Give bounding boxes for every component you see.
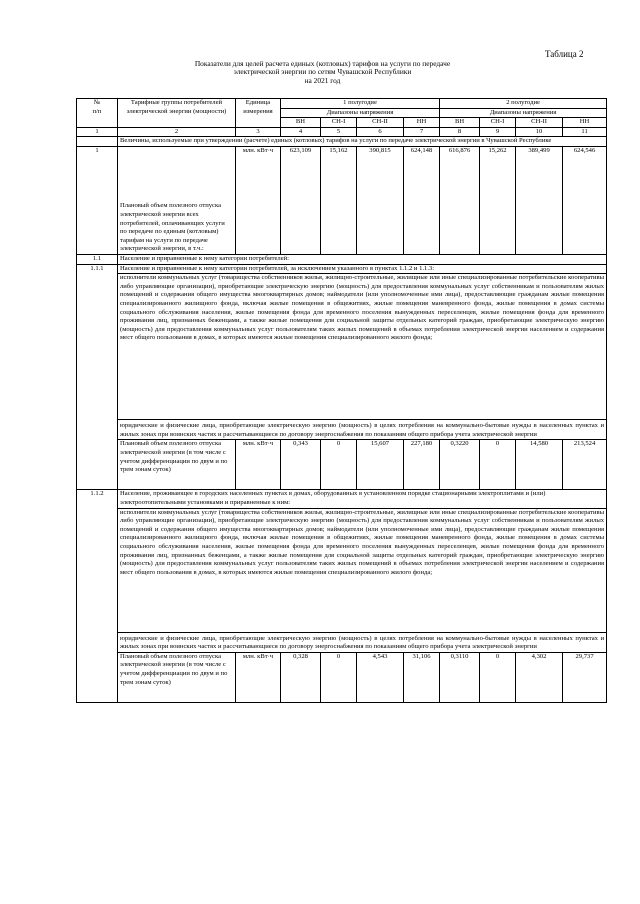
header-num-sign: № <box>93 99 101 106</box>
value-cell: 227,180 <box>404 440 440 490</box>
tariff-table <box>76 98 607 703</box>
header-level-nn-1: НН <box>404 118 440 128</box>
col-number: 2 <box>118 127 236 137</box>
col-number: 6 <box>357 127 404 137</box>
volume-row <box>77 652 607 702</box>
paragraph-text: юридические и физические лица, приобретающие электрическую энергию (мощность) в целях потребления на коммунально-бытовые нужды в населенных пунктах и жилых зонах при воинских частях и рассчитывающиеся по договору энергоснабжения по показаниям общего прибора учета электрической энергии <box>118 632 607 652</box>
row-number: 1 <box>77 146 118 254</box>
row-text: Население, проживающее в городских населенных пунктах в домах, оборудованных в установленном порядке стационарными электроплитами и (или) электроотопительными установками и приравненные к ним: <box>118 490 607 508</box>
header-level-vn-2: ВН <box>440 118 480 128</box>
value-cell: 15,162 <box>321 146 357 254</box>
column-number-row <box>77 127 607 137</box>
row-name: Плановый объем полезного отпуска электрической энергии (в том числе с учетом дифференциации по двум и по трем зонам суток) <box>118 440 236 490</box>
col-number: 5 <box>321 127 357 137</box>
row-unit: млн. кВт·ч <box>236 146 281 254</box>
value-cell: 623,109 <box>281 146 321 254</box>
value-cell: 0,343 <box>281 440 321 490</box>
value-cell: 213,524 <box>563 440 607 490</box>
col-number: 9 <box>480 127 516 137</box>
row-number: 1.1.1 <box>77 264 118 490</box>
col-number: 10 <box>516 127 563 137</box>
value-cell: 0 <box>480 440 516 490</box>
value-cell: 15,607 <box>357 440 404 490</box>
col-number: 11 <box>563 127 607 137</box>
value-cell: 14,580 <box>516 440 563 490</box>
header-ranges-1: Диапазоны напряжения <box>281 108 440 118</box>
header-num-cell <box>77 99 118 128</box>
table-row-1-1 <box>77 254 607 264</box>
value-cell: 31,106 <box>404 652 440 702</box>
row-text: Население и приравненные к нему категории потребителей: <box>118 254 607 264</box>
heading-line-1: Показатели для целей расчета единых (котловых) тарифов на услуги по передаче <box>194 59 451 68</box>
header-level-sn1-2: СН-I <box>480 118 516 128</box>
document-heading <box>150 60 495 85</box>
header-level-sn1-1: СН-I <box>321 118 357 128</box>
value-cell: 0,328 <box>281 652 321 702</box>
table-row-1-1-2 <box>77 490 607 508</box>
value-cell: 0 <box>321 440 357 490</box>
paragraph-text: исполнители коммунальных услуг (товарищества собственников жилья, жилищно-строительные, жилищные или иные специализированные потребительские кооперативы либо управляющие организации), приобретающие электрическую энергию (мощность) для предоставления коммунальных услуг собственникам и пользователям жилых помещений и содержания общего имущества многоквартирных домов; наймодатели (или уполномоченные ими лица), предоставляющие гражданам жилые помещения специализированного жилищного фонда, включая жилые помещения в общежитиях, жилые помещения маневренного фонда, жилые помещения в домах системы социального обслуживания населения, жилые помещения фонда для временного поселения вынужденных переселенцев, жилые помещения фонда для временного проживания лиц, признанных беженцами, а также жилые помещения для социальной защиты отдельных категорий граждан, приобретающие электрическую энергию (мощность) для предоставления коммунальных услуг пользователям таких жилых помещений в объемах потребления электрической энергии населением и содержания мест общего пользования в домах, в которых имеются жилые помещения специализированного жилого фонда; <box>118 274 607 420</box>
value-cell: 29,737 <box>563 652 607 702</box>
volume-row <box>77 440 607 490</box>
header-row-1 <box>77 99 607 109</box>
header-ranges-2: Диапазоны напряжения <box>440 108 607 118</box>
row-unit: млн. кВт·ч <box>236 652 281 702</box>
paragraph-text: юридические и физические лица, приобретающие электрическую энергию (мощность) в целях потребления на коммунально-бытовые нужды в населенных пунктах и жилых зонах при воинских частях и рассчитывающиеся по договору энергоснабжения по показаниям общего прибора учета электрической энергии <box>118 420 607 440</box>
col-number: 7 <box>404 127 440 137</box>
header-unit: Единица измерения <box>236 99 281 128</box>
value-cell: 390,815 <box>357 146 404 254</box>
value-cell: 389,499 <box>516 146 563 254</box>
col-number: 1 <box>77 127 118 137</box>
header-num-label: п/п <box>92 107 102 115</box>
row-name: Плановый объем полезного отпуска электрической энергии всех потребителей, оплачивающих услуги по передаче по единым (котловым) тарифам на услуги по передаче электрической энергии, в т.ч.: <box>118 146 236 254</box>
section-title-row <box>77 137 607 147</box>
value-cell: 0 <box>480 652 516 702</box>
row-number: 1.1 <box>77 254 118 264</box>
header-level-vn-1: ВН <box>281 118 321 128</box>
value-cell: 0,3110 <box>440 652 480 702</box>
value-cell: 4,543 <box>357 652 404 702</box>
value-cell: 624,148 <box>404 146 440 254</box>
value-cell: 15,262 <box>480 146 516 254</box>
col-number: 3 <box>236 127 281 137</box>
row-text: Население и приравненные к нему категории потребителей, за исключением указанного в пунктах 1.1.2 и 1.1.3: <box>118 264 607 274</box>
value-cell: 624,546 <box>563 146 607 254</box>
header-level-nn-2: НН <box>563 118 607 128</box>
header-half-2: 2 полугодие <box>440 99 607 109</box>
header-level-sn2-2: СН-II <box>516 118 563 128</box>
value-cell: 0,3220 <box>440 440 480 490</box>
heading-line-2: электрической энергии по сетям Чувашской Республики <box>233 67 412 77</box>
table-row-1-1-1 <box>77 264 607 274</box>
paragraph-row <box>77 274 607 420</box>
col-number: 4 <box>281 127 321 137</box>
header-group: Тарифные группы потребителей электрической энергии (мощности) <box>118 99 236 128</box>
value-cell: 0 <box>321 652 357 702</box>
paragraph-text: исполнители коммунальных услуг (товарищества собственников жилья, жилищно-строительные, жилищные или иные специализированные потребительские кооперативы либо управляющие организации), приобретающие электрическую энергию (мощность) для предоставления коммунальных услуг собственникам и пользователям жилых помещений и содержания общего имущества многоквартирных домов; наймодатели (или уполномоченные ими лица), предоставляющие гражданам жилые помещения специализированного жилищного фонда, включая жилые помещения в общежитиях, жилые помещения маневренного фонда, жилые помещения в домах системы социального обслуживания населения, жилые помещения фонда для временного поселения вынужденных переселенцев, жилые помещения фонда для временного проживания лиц, признанных беженцами, а также жилые помещения для социальной защиты отдельных категорий граждан, приобретающие электрическую энергию (мощность) для предоставления коммунальных услуг пользователям таких жилых помещений в объемах потребления электрической энергии населением и содержания мест общего пользования в домах, в которых имеются жилые помещения специализированного жилого фонда; <box>118 508 607 632</box>
section-title: Величины, используемые при утверждении (расчете) единых (котловых) тарифов на услуги по передаче электрической энергии в Чувашской Республике <box>118 137 607 147</box>
table-number-label: Таблица 2 <box>545 49 584 59</box>
col-number: 8 <box>440 127 480 137</box>
value-cell: 4,302 <box>516 652 563 702</box>
value-cell: 616,876 <box>440 146 480 254</box>
header-half-1: 1 полугодие <box>281 99 440 109</box>
row-unit: млн. кВт·ч <box>236 440 281 490</box>
table-row-1 <box>77 146 607 254</box>
row-number: 1.1.2 <box>77 490 118 702</box>
row-name: Плановый объем полезного отпуска электрической энергии (в том числе с учетом дифференциации по двум и по трем зонам суток) <box>118 652 236 702</box>
paragraph-row <box>77 508 607 632</box>
heading-line-3: на 2021 год <box>304 75 341 85</box>
paragraph-row <box>77 420 607 440</box>
paragraph-row <box>77 632 607 652</box>
header-level-sn2-1: СН-II <box>357 118 404 128</box>
